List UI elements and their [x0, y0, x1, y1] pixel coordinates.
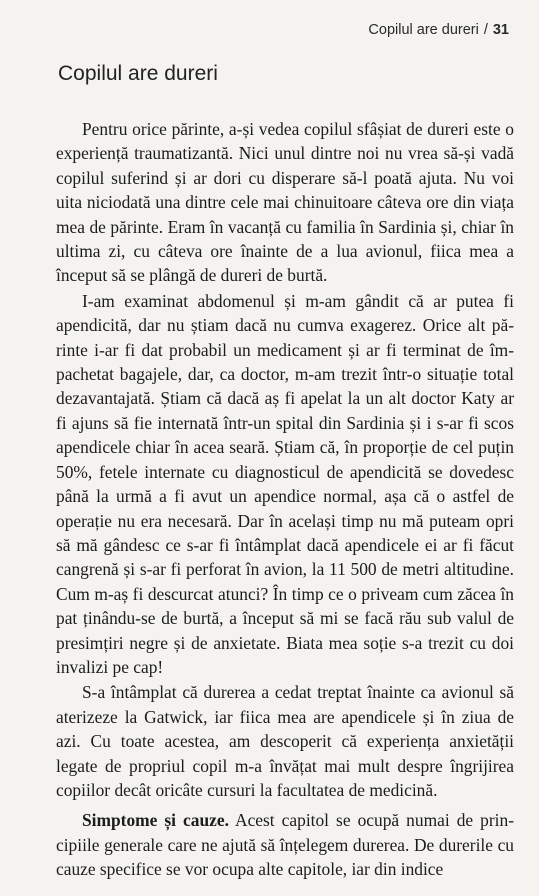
page-number: 31	[492, 22, 509, 38]
body-text	[56, 117, 514, 882]
running-head	[368, 22, 509, 38]
running-head-separator: /	[483, 22, 488, 38]
running-head-title: Copilul are dureri	[368, 22, 479, 38]
paragraph-1: Pentru orice părinte, a-și vedea copilul sfâșiat de dureri este o experiență traumatizantă. Nici unul dintre noi nu vrea să-și vadă copilul suferind și ar dori cu disperare să-l poată ajuta. Nu voi uita niciodată una dintre cele mai chinuitoare câteva ore din viața mea de părinte. Eram în vacanță cu familia în Sardinia și, chiar în ultima zi, cu câteva ore înainte de a lua avionul, fiica mea a început să se plângă de dureri de burtă.	[56, 119, 514, 286]
section-text: Acest capitol se ocupă numai de principiile generale care ne ajută să înțelegem durerea. De durerile cu cauze specifice se vor ocupa alte capitole, iar din indice	[56, 810, 514, 880]
section-paragraph	[56, 808, 514, 881]
paragraph-2: I-am examinat abdomenul și m-am gândit că ar putea fi apendicită, dar nu știam dacă nu cumva exagerez. Orice alt părinte i-ar fi dat probabil un medicament și ar fi terminat de împachetat bagajele, dar, ca doctor, m-am trezit într-o situație total dezavantajată. Știam că dacă aș fi apelat la un alt doctor Katy ar fi ajuns să fie internată într-un spital din Sardinia și i s-ar fi scos apendicele chiar în acea seară. Știam că, în proporție de cel puțin 50%, fetele internate cu diagnosticul de apendicită se dovedesc până la urmă a fi avut un apendice normal, așa că o astfel de operație nu era necesară. Dar în același timp nu mă puteam opri să mă gândesc ce s-ar fi întâmplat dacă apendicele ei ar fi făcut cangrenă și s-ar fi perforat în avion, la 11 500 de metri altitudine. Cum m-aș fi descurcat atunci? În timp ce o priveam cum zăcea în pat ținându-se de burtă, a început să mi se facă rău sub valul de presimțiri negre și de anxietate. Biata mea soție s-a trezit cu doi invalizi pe cap!	[56, 290, 514, 677]
chapter-title: Copilul are dureri	[58, 62, 218, 85]
paragraph-3: S-a întâmplat că durerea a cedat treptat înainte ca avionul să aterizeze la Gatwick, iar fiica mea are apendicele și în ziua de azi. Cu toate acestea, am descoperit că experiența anxietății legate de propriul copil m-a învățat mai mult despre îngrijirea copiilor decât oricâte cursuri la facultatea de medicină.	[56, 682, 514, 800]
section-heading: Simptome și cauze.	[82, 810, 229, 831]
